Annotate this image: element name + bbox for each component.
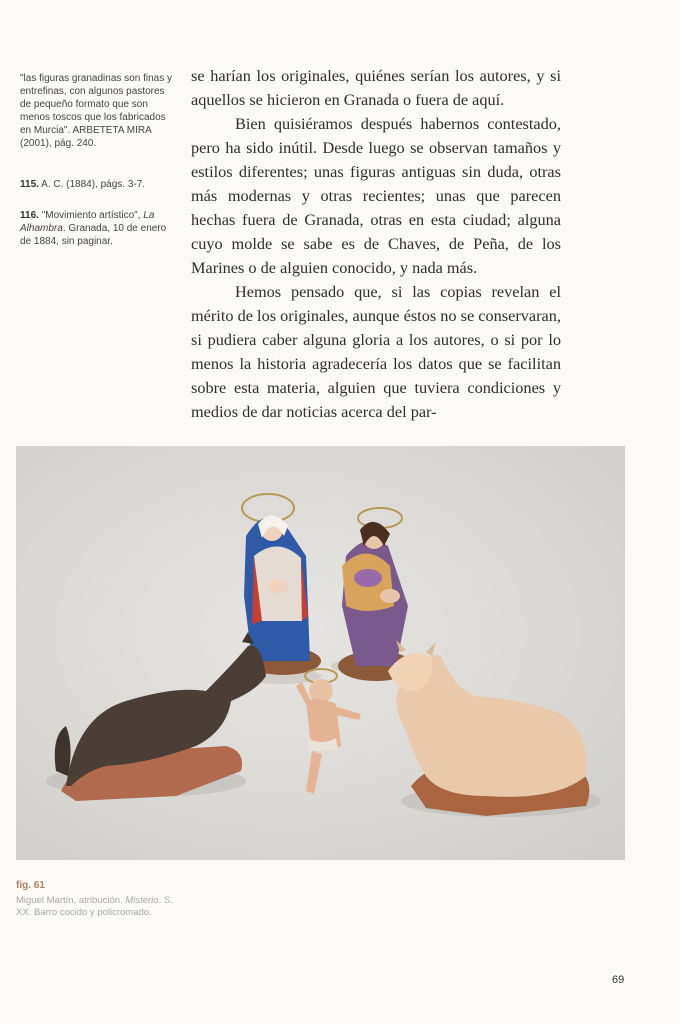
paragraph-2: Bien quisiéramos después habernos contestado, pero ha sido inútil. Desde luego se observan tamaños y estilos diferentes; unas figuras antiguas sin duda, otras más modernas y otras recientes; unas que parecen hechas fuera de Granada, otras en esta ciudad; alguna cuyo molde se sabe es de Chaves, de Peña, de los Marines o de alguien conocido, y nada más. <box>191 114 561 277</box>
caption-text-b: . S. XX. Barro cocido y policromado. <box>16 894 173 918</box>
footnote-116-text-a: "Movimiento artístico", <box>38 210 144 221</box>
nativity-photo <box>16 446 625 860</box>
paragraph-1: se harían los originales, quiénes serían los autores, y si aquellos se hicieron en Granada o fuera de aquí. <box>191 66 561 109</box>
figure-label: fig. 61 <box>16 880 45 891</box>
caption-italic: Misterio <box>125 894 159 906</box>
footnote-115-text: A. C. (1884), págs. 3-7. <box>38 179 146 190</box>
page-number: 69 <box>612 974 625 986</box>
ox-figure <box>388 640 589 816</box>
figure-caption <box>16 880 176 920</box>
caption-text-a: Miguel Martín, atribución. <box>16 894 126 906</box>
joseph-figure <box>338 508 414 681</box>
footnote-116-text-b: . Granada, 10 de enero de 1884, sin paginar. <box>20 223 167 247</box>
footnote-116-number: 116. <box>20 210 39 221</box>
footnote-115 <box>20 178 172 191</box>
paragraph-3: Hemos pensado que, si las copias revelan el mérito de los originales, aunque éstos no se conservaran, si pudiera caber alguna gloria a los autores, o si por lo menos la historia agradecería los datos que se facilitan sobre esta materia, alguien que tuviera condiciones y medios de dar noticias acerca del par- <box>191 282 561 421</box>
footnote-116 <box>20 209 172 248</box>
footnote-115-number: 115. <box>20 179 39 190</box>
sidenote-quote: "las figuras granadinas son finas y entrefinas, con algunos pastores de pequeño formato que son menos toscos que los fabricados en Murcia". ARBETETA MIRA (2001), pág. 240. <box>20 73 172 149</box>
baby-jesus-figure <box>296 669 361 794</box>
footnote-116-italic: La Alhambra <box>20 210 155 234</box>
body-text <box>191 64 561 424</box>
